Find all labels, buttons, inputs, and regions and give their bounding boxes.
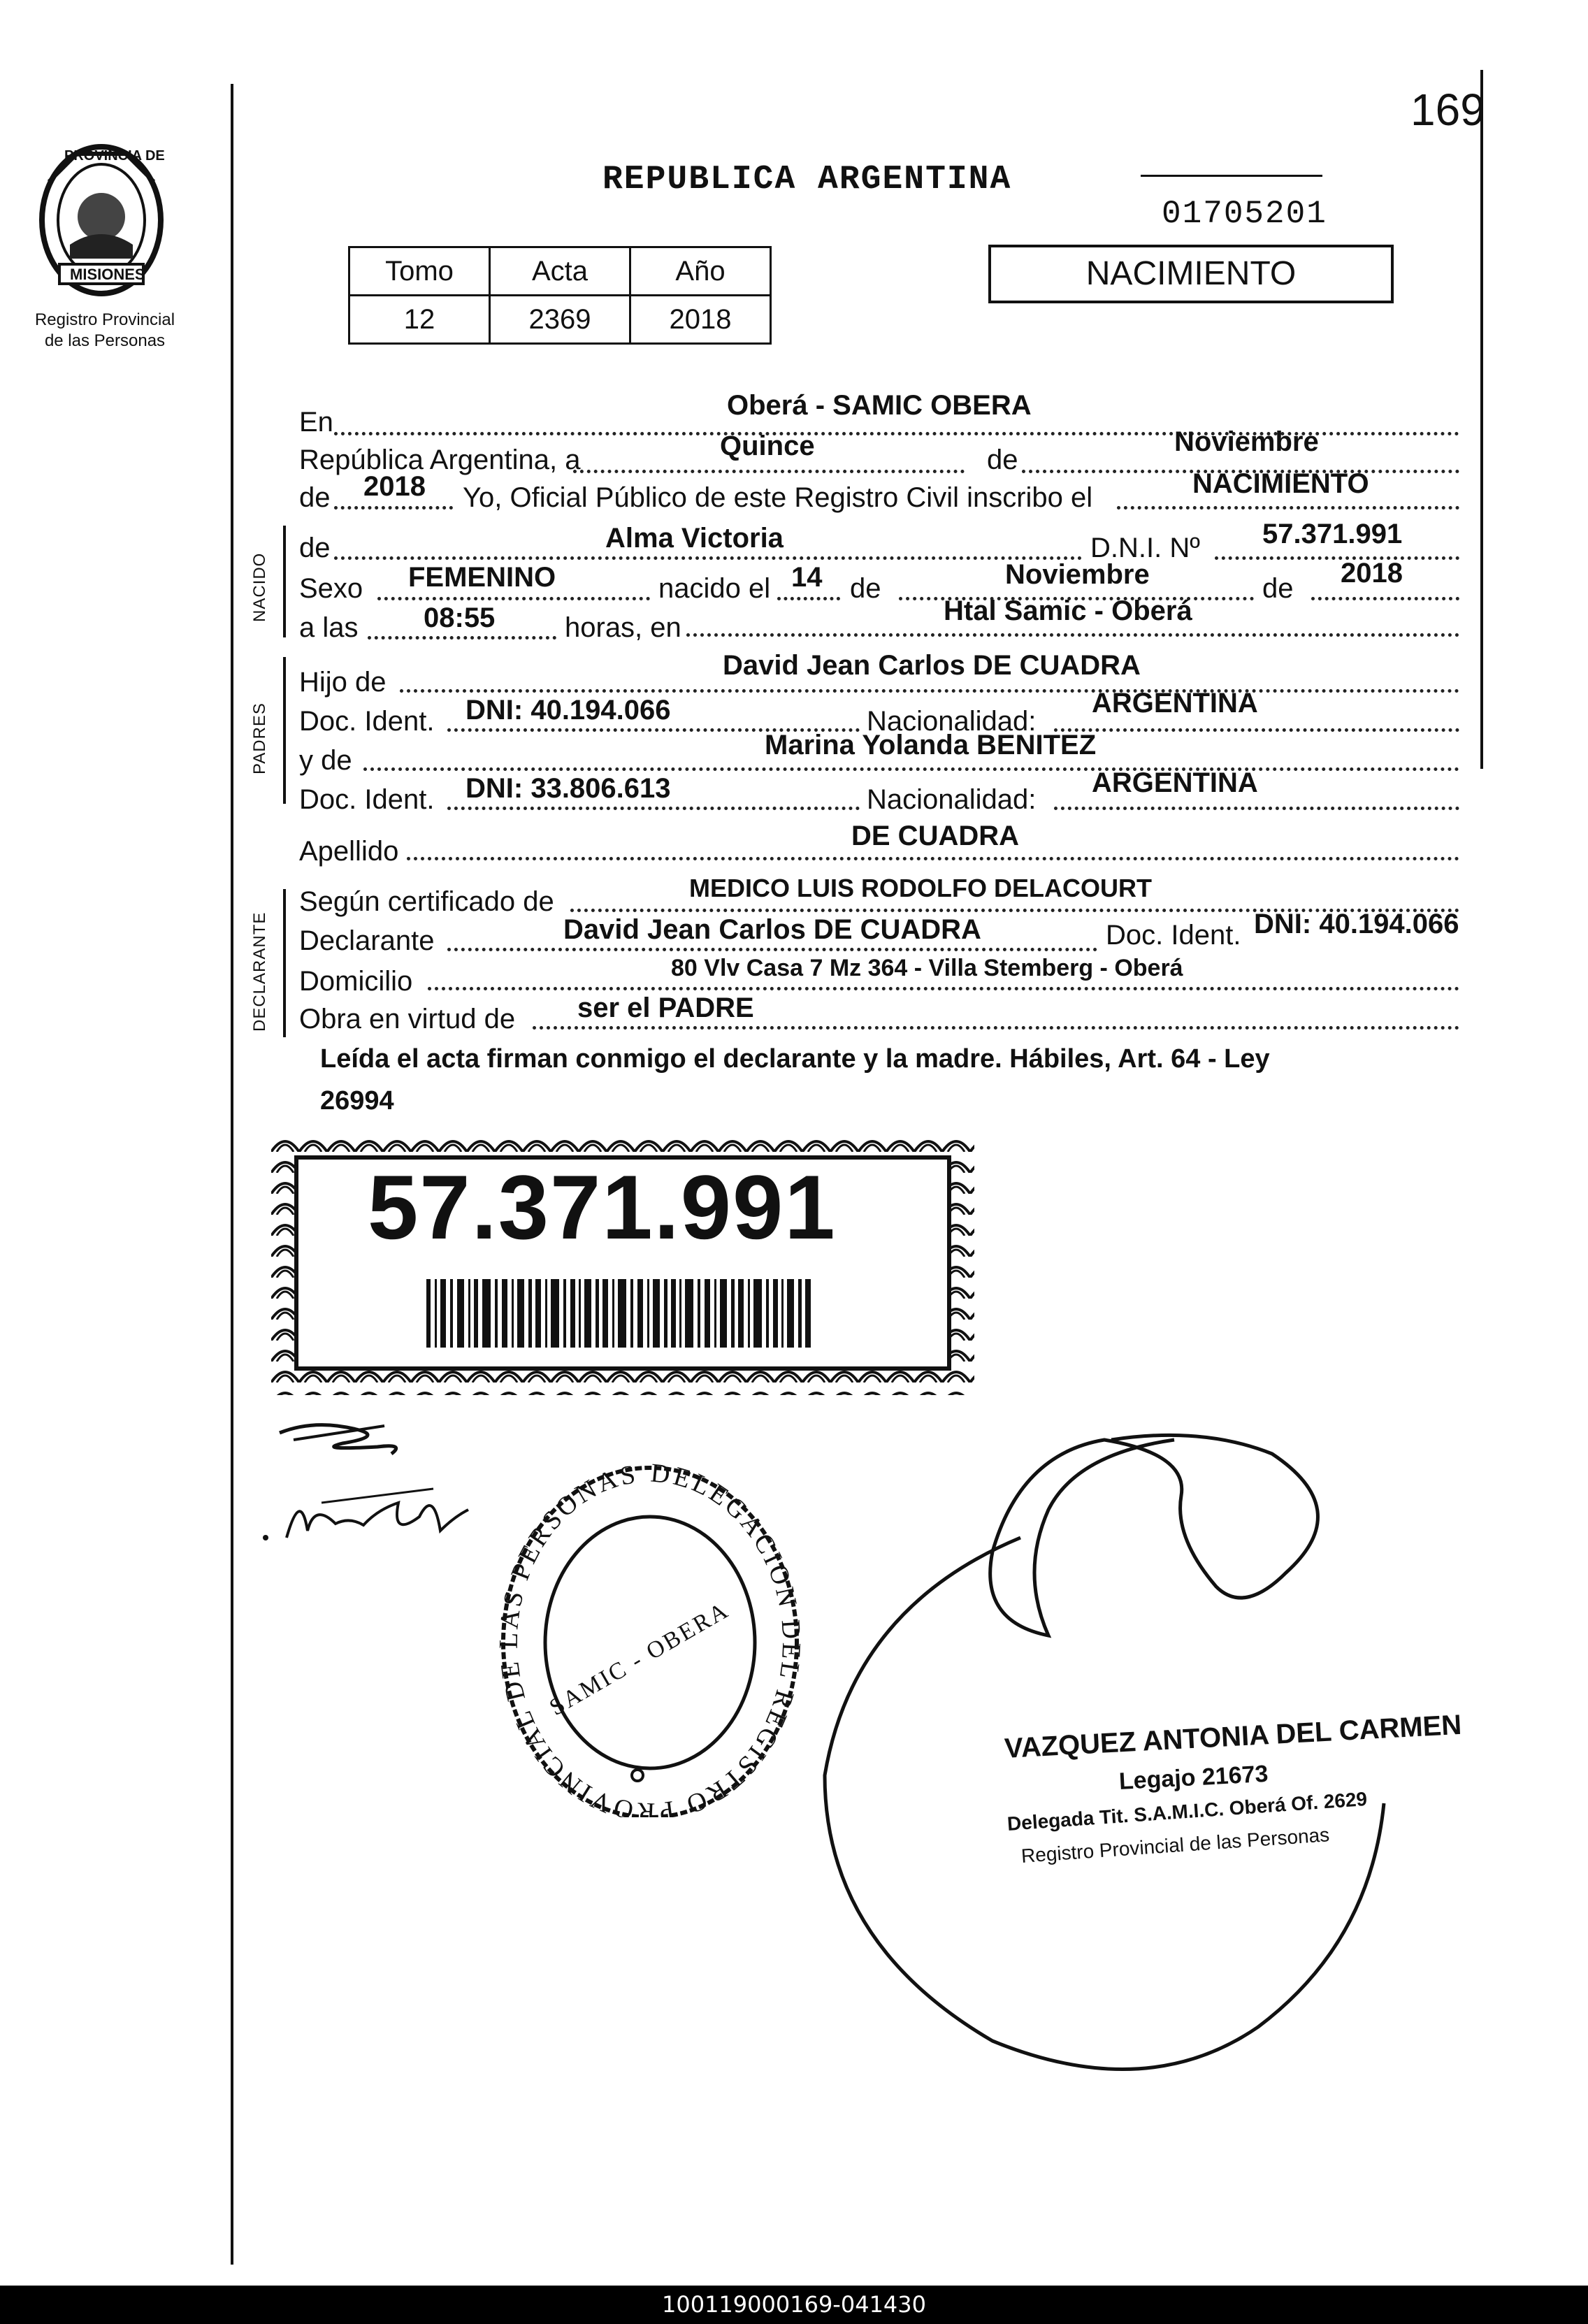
line-lugar-nac: [686, 633, 1459, 637]
value-padre: David Jean Carlos DE CUADRA: [723, 650, 1141, 681]
nacido-bracket: [283, 526, 286, 637]
value-mes-nac: Noviembre: [1005, 559, 1150, 590]
line-anio: [334, 506, 453, 510]
country-title: REPUBLICA ARGENTINA: [602, 161, 1012, 199]
label-declarante: Declarante: [299, 925, 435, 956]
label-domicilio: Domicilio: [299, 966, 413, 997]
value-obra: ser el PADRE: [577, 993, 754, 1023]
line-nac-padre: [1054, 728, 1459, 732]
value-madre-nac: ARGENTINA: [1092, 767, 1258, 798]
official-name: VAZQUEZ ANTONIA DEL CARMEN: [1004, 1709, 1463, 1764]
value-mes: Noviembre: [1174, 426, 1319, 457]
value-certificado: MEDICO LUIS RODOLFO DELACOURT: [689, 874, 1152, 902]
label-dni: D.N.I. Nº: [1090, 533, 1200, 563]
label-de-nombre: de: [299, 533, 331, 563]
label-de-mes-nac: de: [850, 573, 881, 604]
line-doc-madre: [447, 807, 860, 810]
label-obra: Obra en virtud de: [299, 1004, 516, 1034]
page-number: 169: [1410, 85, 1485, 135]
serial-number: 01705201: [1162, 196, 1327, 232]
side-label-declarante: DECLARANTE: [250, 911, 269, 1032]
label-horas-en: horas, en: [565, 612, 681, 643]
value-lugar: Oberá - SAMIC OBERA: [727, 390, 1032, 421]
label-apellido: Apellido: [299, 836, 399, 867]
record-table: [348, 246, 772, 345]
label-de-mes: de: [987, 445, 1018, 475]
label-en: En: [299, 407, 333, 438]
footer-id: 100119000169-041430: [661, 2291, 926, 2318]
official-legajo: Legajo 21673: [1118, 1760, 1269, 1795]
value-sexo: FEMENINO: [408, 562, 556, 593]
label-yo: Yo, Oficial Público de este Registro Civil inscribo el: [463, 482, 1093, 513]
declarant-signature: [273, 1412, 412, 1461]
value-lugar-nac: Htal Samic - Oberá: [944, 596, 1192, 626]
right-margin-line: [1480, 70, 1483, 769]
registry-name-line2: de las Personas: [44, 331, 166, 350]
record-value-tomo: 12: [349, 296, 490, 344]
line-anio-nac: [1311, 597, 1459, 600]
label-doc-declarante: Doc. Ident.: [1106, 920, 1241, 951]
line-nombre: [334, 556, 1082, 560]
value-acto: NACIMIENTO: [1192, 468, 1369, 499]
side-label-padres: PADRES: [250, 702, 269, 774]
value-anio: 2018: [363, 471, 426, 502]
closing-line1: Leída el acta firman conmigo el declarante y la madre. Hábiles, Art. 64 - Ley: [320, 1044, 1270, 1074]
label-republica: República Argentina, a: [299, 445, 581, 475]
line-domicilio: [428, 987, 1459, 990]
label-nacionalidad-madre: Nacionalidad:: [867, 784, 1037, 815]
line-nac-madre: [1054, 807, 1459, 810]
padres-bracket: [283, 657, 286, 804]
line-apellido: [407, 857, 1459, 860]
line-obra: [533, 1026, 1459, 1030]
line-hora: [368, 636, 556, 640]
value-nombre: Alma Victoria: [605, 523, 784, 554]
label-segun: Según certificado de: [299, 886, 554, 917]
stamp-inner-text: SAMIC - OBERA: [545, 1596, 734, 1722]
side-label-nacido: NACIDO: [250, 552, 269, 622]
record-header-acta: Acta: [490, 247, 630, 296]
line-madre: [363, 767, 1459, 771]
line-padre: [400, 689, 1459, 693]
seal-bottom-text: MISIONES: [70, 266, 145, 283]
value-anio-nac: 2018: [1341, 558, 1403, 589]
label-de-anio-nac: de: [1262, 573, 1294, 604]
line-declarante: [447, 948, 1097, 951]
record-header-anio: Año: [630, 247, 771, 296]
margin-line: [231, 84, 233, 2265]
value-hora: 08:55: [424, 602, 496, 633]
seal-top-text: PROVINCIA DE: [64, 148, 165, 164]
official-registro: Registro Provincial de las Personas: [1020, 1824, 1331, 1867]
value-dni: 57.371.991: [1262, 519, 1403, 549]
label-hijo-de: Hijo de: [299, 667, 387, 698]
barcode-number: 57.371.991: [368, 1156, 837, 1258]
value-declarante: David Jean Carlos DE CUADRA: [563, 914, 981, 945]
record-type-box: NACIMIENTO: [988, 245, 1394, 303]
value-padre-nac: ARGENTINA: [1092, 688, 1258, 719]
barcode-bars: [426, 1279, 812, 1348]
closing-line2: 26994: [320, 1086, 394, 1116]
line-acto: [1117, 506, 1459, 510]
value-declarante-doc: DNI: 40.194.066: [1254, 909, 1459, 939]
value-apellido: DE CUADRA: [851, 821, 1019, 851]
value-madre: Marina Yolanda BENITEZ: [765, 730, 1097, 760]
registry-name-line1: Registro Provincial: [34, 310, 175, 329]
line-dni: [1215, 556, 1459, 560]
record-header-tomo: Tomo: [349, 247, 490, 296]
record-value-anio: 2018: [630, 296, 771, 344]
line-sexo: [377, 597, 650, 600]
registry-oval-stamp: [489, 1454, 811, 1817]
label-a-las: a las: [299, 612, 359, 643]
label-de-anio: de: [299, 482, 331, 513]
stamp-ring-text: DELEGACION DEL REGISTRO PROVINCIAL DE LAS PERSONAS: [493, 1458, 807, 1817]
official-cargo: Delegada Tit. S.A.M.I.C. Oberá Of. 2629: [1006, 1787, 1368, 1835]
value-padre-doc: DNI: 40.194.066: [465, 695, 671, 726]
declarante-bracket: [283, 889, 286, 1037]
label-nacionalidad-padre: Nacionalidad:: [867, 706, 1037, 737]
label-doc-padre: Doc. Ident.: [299, 706, 435, 737]
value-dia-nac: 14: [791, 562, 823, 593]
label-sexo: Sexo: [299, 573, 363, 604]
record-value-acta: 2369: [490, 296, 630, 344]
value-madre-doc: DNI: 33.806.613: [465, 773, 671, 804]
line-dia-nac: [777, 597, 840, 600]
value-domicilio: 80 Vlv Casa 7 Mz 364 - Villa Stemberg - Oberá: [671, 955, 1183, 981]
mother-signature: [259, 1475, 489, 1552]
line-dia: [573, 470, 965, 473]
official-signature: [811, 1412, 1412, 2111]
serial-line: [1141, 175, 1322, 177]
value-dia: Quince: [720, 431, 815, 461]
label-y-de: y de: [299, 745, 352, 776]
label-nacido-el: nacido el: [658, 573, 771, 604]
label-doc-madre: Doc. Ident.: [299, 784, 435, 815]
